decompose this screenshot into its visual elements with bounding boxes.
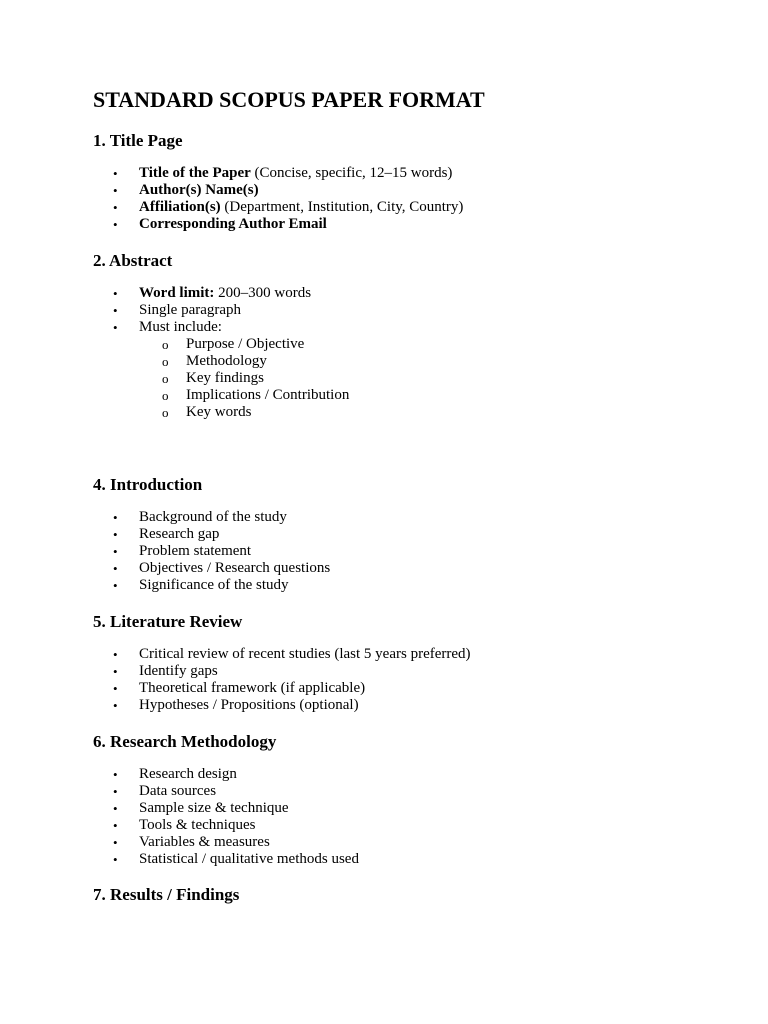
sub-bullet-icon: o (162, 371, 169, 386)
bullet-icon: • (113, 801, 118, 816)
sub-bullet-icon: o (162, 405, 169, 420)
bullet-icon: • (113, 200, 118, 215)
item-text: Single paragraph (139, 302, 242, 318)
bullet-icon: • (113, 166, 118, 181)
item-text: Data sources (139, 783, 217, 799)
item-label: Word limit: (139, 285, 215, 301)
bullet-icon: • (113, 818, 118, 833)
item-text: Research gap (139, 526, 220, 542)
bullet-icon: • (113, 647, 118, 662)
bullet-icon: • (113, 767, 118, 782)
item-text: Implications / Contribution (186, 387, 350, 403)
bullet-icon: • (113, 784, 118, 799)
sub-bullet-icon: o (162, 337, 169, 352)
item-text: Critical review of recent studies (last 5 years preferred) (139, 646, 471, 662)
bullet-icon: • (113, 578, 118, 593)
section-heading: 2. Abstract (93, 251, 173, 270)
item-label: Author(s) Name(s) (139, 182, 259, 198)
item-text: 200–300 words (214, 285, 312, 301)
item-label: Title of the Paper (139, 165, 251, 181)
bullet-icon: • (113, 320, 118, 335)
item-label: Affiliation(s) (139, 199, 221, 215)
section-heading: 4. Introduction (93, 475, 203, 494)
item-text: Purpose / Objective (186, 336, 305, 352)
item-text: (Concise, specific, 12–15 words) (250, 165, 453, 181)
item-text: Hypotheses / Propositions (optional) (139, 697, 359, 713)
section-heading: 6. Research Methodology (93, 732, 277, 751)
bullet-icon: • (113, 698, 118, 713)
section-heading: 5. Literature Review (93, 612, 243, 631)
sub-bullet-icon: o (162, 388, 169, 403)
item-text: Tools & techniques (139, 817, 256, 833)
section-heading: 1. Title Page (93, 131, 183, 150)
item-text: Key words (186, 404, 252, 420)
item-text: Variables & measures (139, 834, 270, 850)
bullet-icon: • (113, 544, 118, 559)
item-text: Objectives / Research questions (139, 560, 331, 576)
bullet-icon: • (113, 510, 118, 525)
item-text: Problem statement (139, 543, 252, 559)
bullet-icon: • (113, 664, 118, 679)
bullet-icon: • (113, 561, 118, 576)
item-text: (Department, Institution, City, Country) (220, 199, 464, 215)
item-text: Must include: (139, 319, 222, 335)
item-text: Significance of the study (139, 577, 289, 593)
item-text: Statistical / qualitative methods used (139, 851, 359, 867)
bullet-icon: • (113, 681, 118, 696)
sub-bullet-icon: o (162, 354, 169, 369)
item-text: Theoretical framework (if applicable) (139, 680, 366, 696)
item-text: Key findings (186, 370, 264, 386)
bullet-icon: • (113, 852, 118, 867)
bullet-icon: • (113, 183, 118, 198)
bullet-icon: • (113, 303, 118, 318)
bullet-icon: • (113, 835, 118, 850)
section-heading: 7. Results / Findings (93, 885, 240, 904)
item-text: Sample size & technique (139, 800, 289, 816)
item-text: Methodology (186, 353, 267, 369)
item-label: Corresponding Author Email (139, 216, 327, 232)
bullet-icon: • (113, 527, 118, 542)
item-text: Identify gaps (139, 663, 218, 679)
document-title: STANDARD SCOPUS PAPER FORMAT (93, 87, 485, 112)
bullet-icon: • (113, 217, 118, 232)
item-text: Background of the study (139, 509, 287, 525)
bullet-icon: • (113, 286, 118, 301)
item-text: Research design (139, 766, 237, 782)
